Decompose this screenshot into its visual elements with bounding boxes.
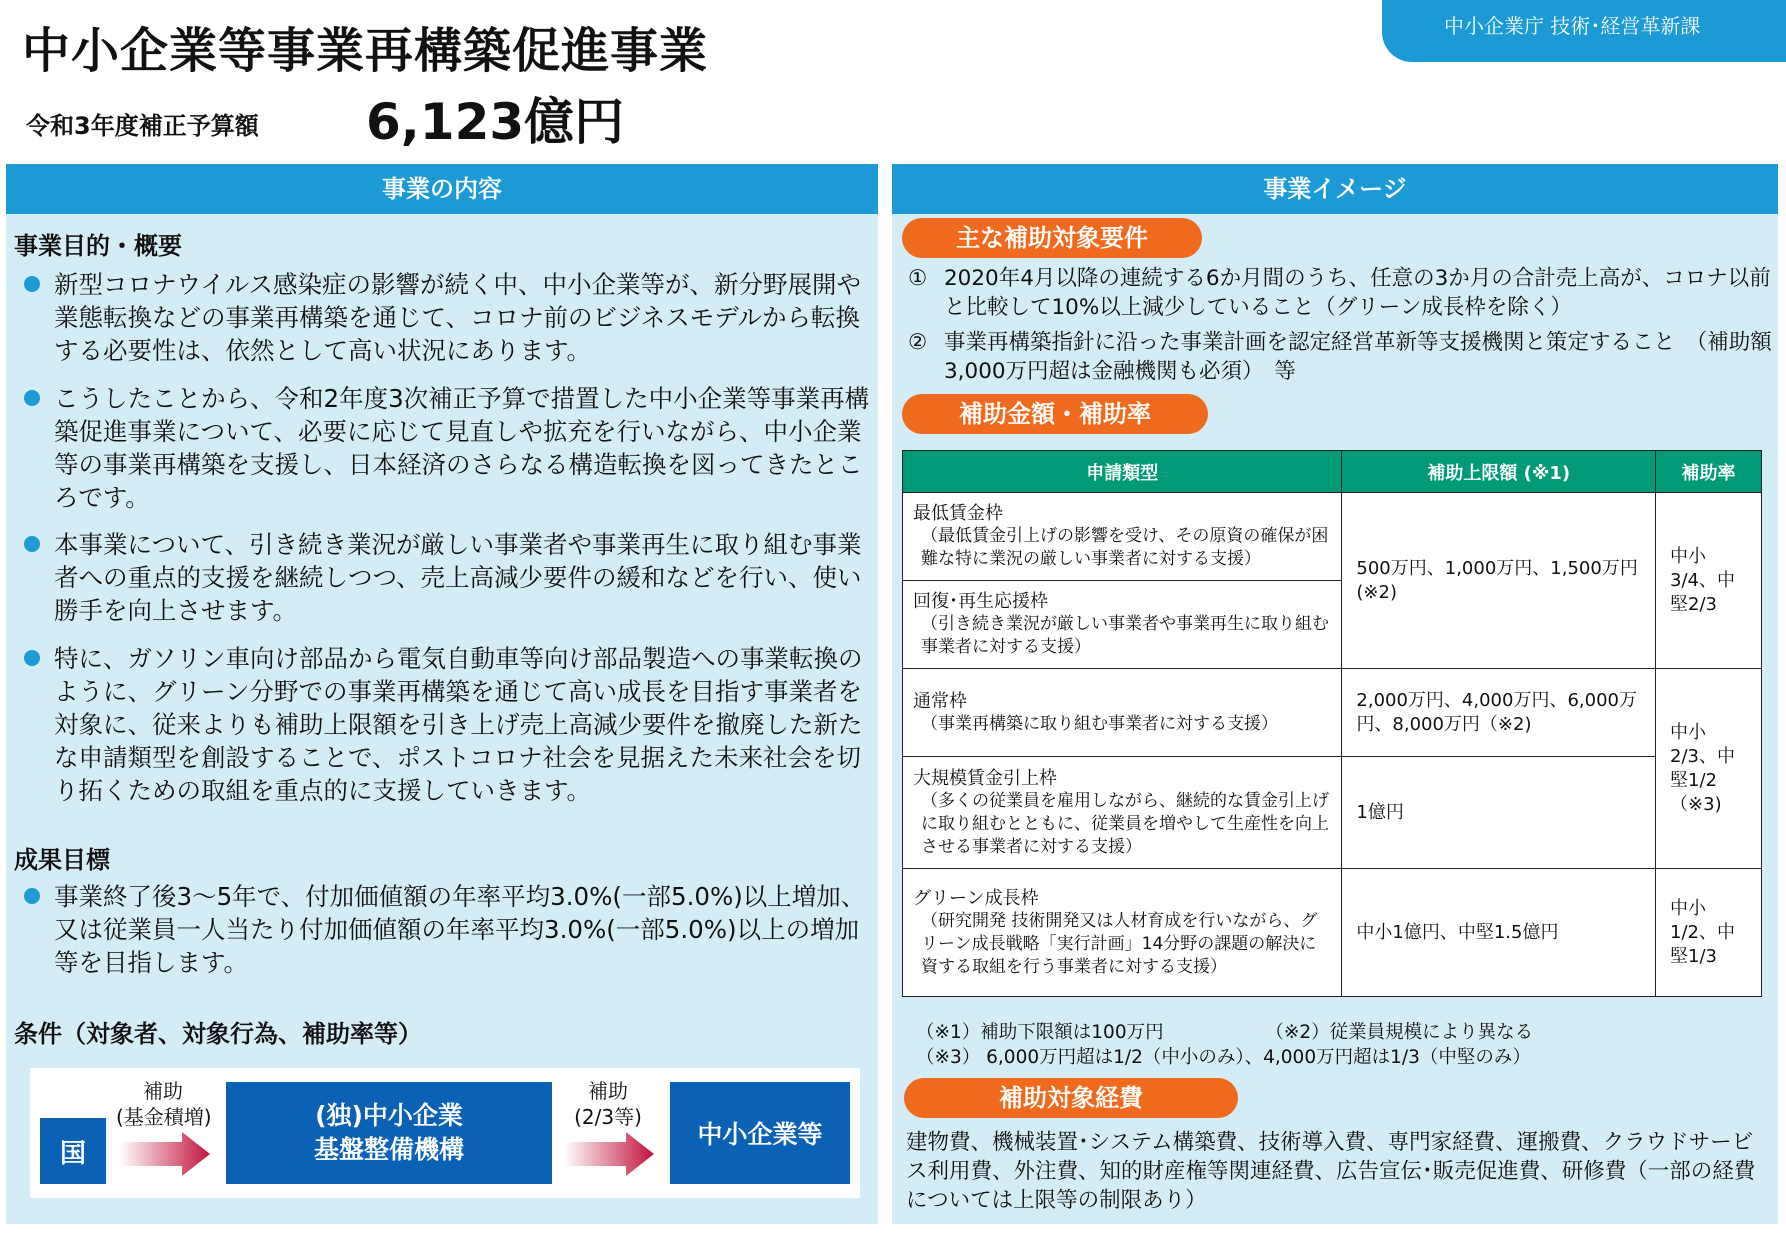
bullet-dot-icon [24, 650, 40, 666]
requirement-text: 事業再構築指針に沿った事業計画を認定経営革新等支援機関と策定すること （補助額3,000万円超は金融機関も必須） 等 [944, 330, 1772, 384]
bullet-item [18, 382, 878, 514]
smrj-box: (独)中小企業 基盤整備機構 [226, 1082, 552, 1184]
type-cell [903, 869, 1342, 997]
bullet-text: 本事業について、引き続き業況が厳しい事業者や事業再生に取り組む事業者への重点的支援を継続しつつ、売上高減少要件の緩和などを行い、使い勝手を向上させます。 [54, 530, 862, 625]
type-desc: （事業再構築に取り組む事業者に対する支援） [921, 713, 1278, 734]
content-heading: 事業の内容 [6, 164, 878, 214]
rate-cell: 中小3/4、中堅2/3 [1656, 493, 1762, 669]
type-desc: （多くの従業員を雇用しながら、継続的な賃金引上げに取り組むとともに、従業員を増やして生産性を向上させる事業者に対する支援） [921, 790, 1329, 857]
header-type: 申請類型 [903, 451, 1342, 493]
amount-pill: 補助金額・補助率 [902, 394, 1208, 434]
arrow-right-icon [564, 1132, 654, 1176]
header-amount: 補助上限額 (※1) [1342, 451, 1656, 493]
content-panel [6, 164, 878, 1224]
bullet-dot-icon [24, 536, 40, 552]
bullet-dot-icon [24, 390, 40, 406]
purpose-title: 事業目的・概要 [14, 232, 182, 260]
goal-title: 成果目標 [14, 846, 110, 874]
type-name: グリーン成長枠 [913, 887, 1039, 909]
note-3: （※3） 6,000万円超は1/2（中小のみ）、4,000万円超は1/3（中堅のみ） [916, 1047, 1531, 1068]
goal-item [18, 880, 878, 979]
bullet-dot-icon [24, 888, 40, 904]
amount-cell: 中小1億円、中堅1.5億円 [1342, 869, 1656, 997]
requirement-item [904, 264, 1774, 322]
table-row [903, 669, 1762, 757]
agency-badge: 中小企業庁 技術･経営革新課 [1382, 0, 1786, 62]
requirements-pill: 主な補助対象要件 [902, 218, 1202, 258]
amount-cell: 1億円 [1342, 757, 1656, 869]
page-title: 中小企業等事業再構築促進事業 [22, 23, 709, 79]
arrow2-label: 補助 (2/3等) [574, 1079, 642, 1129]
budget-amount: 6,123億円 [366, 93, 625, 151]
requirement-item [904, 328, 1774, 386]
type-name: 回復･再生応援枠 [913, 591, 1048, 612]
note-1: （※1）補助下限額は100万円 [916, 1022, 1164, 1043]
goal-text: 事業終了後3～5年で、付加価値額の年率平均3.0%(一部5.0%)以上増加、又は従業員一人当たり付加価値額の年率平均3.0%(一部5.0%)以上の増加等を目指します。 [54, 882, 866, 977]
budget-label: 令和3年度補正予算額 [26, 112, 259, 140]
type-desc: （研究開発 技術開発又は人材育成を行いながら、グリーン成長戦略「実行計画」14分野の課題の解決に資する取組を行う事業者に対する支援） [921, 910, 1318, 977]
amount-cell: 2,000万円、4,000万円、6,000万円、8,000万円（※2) [1342, 669, 1656, 757]
bullet-item [18, 268, 878, 367]
bullet-text: 特に、ガソリン車向け部品から電気自動車等向け部品製造への事業転換のように、グリーン分野での事業再構築を通じて高い成長を目指す事業者を対象に、従来よりも補助上限額を引き上げ売上高減少要件を撤廃した新たな申請類型を創設することで、ポストコロナ社会を見据えた未来社会を切り拓くための取組を重点的に支援していきます。 [54, 644, 863, 805]
note-2: （※2）従業員規模により異なる [1265, 1022, 1534, 1043]
table-row [903, 493, 1762, 581]
image-heading: 事業イメージ [892, 164, 1778, 214]
expense-pill: 補助対象経費 [904, 1078, 1238, 1118]
type-cell [903, 581, 1342, 669]
type-name: 通常枠 [913, 690, 967, 712]
table-row [903, 757, 1762, 869]
header-rate: 補助率 [1656, 451, 1762, 493]
arrow-right-icon [120, 1132, 210, 1176]
table-row [903, 869, 1762, 997]
image-panel [892, 164, 1778, 1224]
bullet-text: こうしたことから、令和2年度3次補正予算で措置した中小企業等事業再構築促進事業について、必要に応じて見直しや拡充を行いながら、中小企業等の事業再構築を支援し、日本経済のさらなる構造転換を図ってきたところです。 [54, 384, 870, 512]
requirement-number: ① [908, 266, 928, 291]
type-desc: （最低賃金引上げの影響を受け、その原資の確保が困難な特に業況の厳しい事業者に対する支援） [921, 526, 1329, 569]
recipient-box: 中小企業等 [670, 1082, 850, 1184]
bullet-text: 新型コロナウイルス感染症の影響が続く中、中小企業等が、新分野展開や業態転換などの事業再構築を通じて、コロナ前のビジネスモデルから転換する必要性は、依然として高い状況にあります。 [54, 270, 862, 365]
amount-cell: 500万円、1,000万円、1,500万円 (※2) [1342, 493, 1656, 669]
rate-cell: 中小1/2、中堅1/3 [1656, 869, 1762, 997]
type-cell [903, 757, 1342, 869]
subsidy-table [902, 450, 1762, 997]
arrow1-label: 補助 (基金積増) [116, 1079, 212, 1129]
conditions-title: 条件（対象者、対象行為、補助率等） [14, 1020, 422, 1048]
country-box: 国 [40, 1118, 106, 1184]
type-name: 大規模賃金引上枠 [913, 767, 1057, 789]
table-notes [916, 1020, 1533, 1070]
type-cell [903, 493, 1342, 581]
type-cell [903, 669, 1342, 757]
type-name: 最低賃金枠 [913, 503, 1003, 524]
requirement-text: 2020年4月以降の連続する6か月間のうち、任意の3か月の合計売上高が、コロナ以前と比較して10%以上減少していること（グリーン成長枠を除く） [944, 266, 1771, 320]
funding-flow-diagram [30, 1068, 860, 1198]
bullet-item [18, 528, 878, 627]
type-desc: （引き続き業況が厳しい事業者や事業再生に取り組む事業者に対する支援） [921, 614, 1329, 657]
bullet-dot-icon [24, 276, 40, 292]
requirement-number: ② [908, 330, 928, 355]
bullet-item [18, 642, 878, 807]
rate-cell: 中小2/3、中堅1/2（※3) [1656, 669, 1762, 869]
expense-list: 建物費、機械装置･システム構築費、技術導入費、専門家経費、運搬費、クラウドサービス利用費、外注費、知的財産権等関連経費、広告宣伝･販売促進費、研修費（一部の経費については上限等の制限あり） [906, 1130, 1756, 1213]
table-header-row [903, 451, 1762, 493]
